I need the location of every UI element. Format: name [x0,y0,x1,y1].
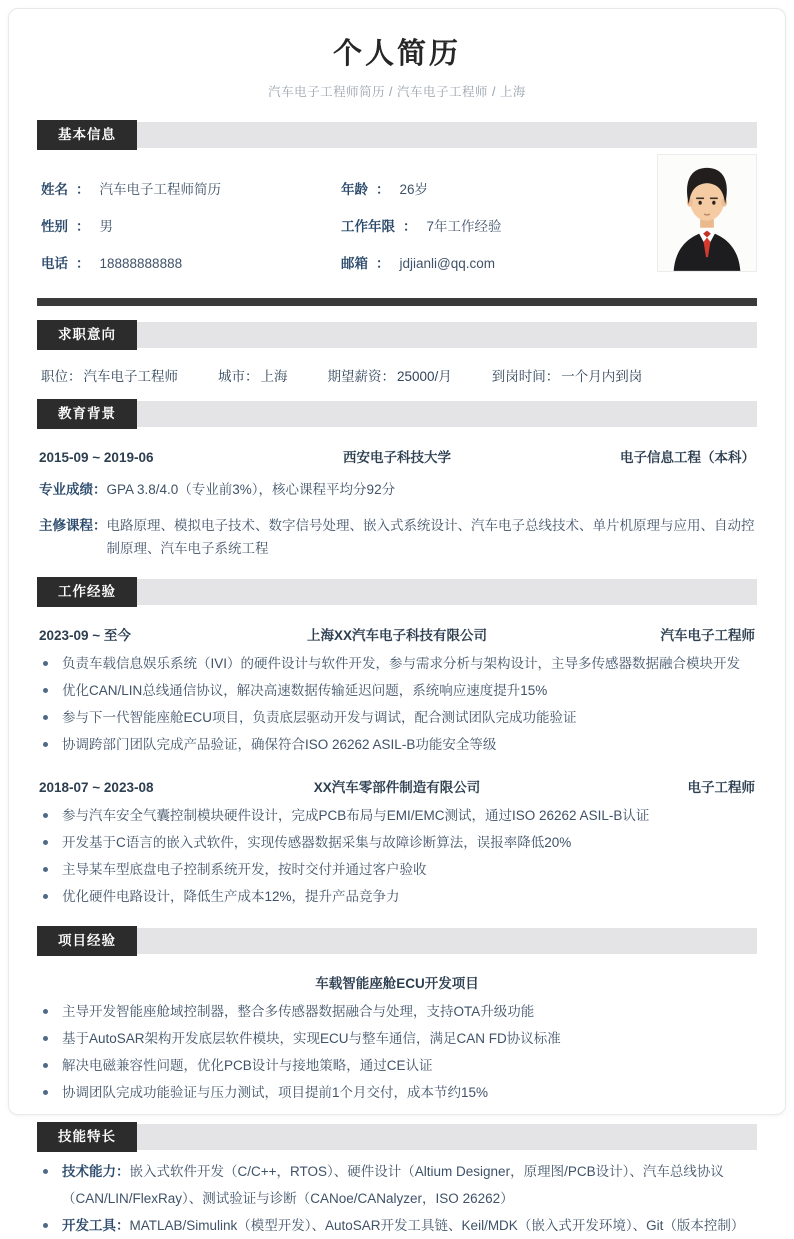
list-item: 参与下一代智能座舱ECU项目，负责底层驱动开发与调试，配合测试团队完成功能验证 [43,704,757,731]
field-name: 姓名 ： 汽车电子工程师简历 [41,182,221,197]
page-subtitle: 汽车电子工程师简历 / 汽车电子工程师 / 上海 [268,85,526,99]
section-heading-basic-info [37,120,757,150]
basic-info-body [37,150,757,284]
education-period: 2015-09 ~ 2019-06 [39,450,154,465]
skill-text: MATLAB/Simulink（模型开发）、AutoSAR开发工具链、Keil/MDK（嵌入式开发环境）、Git（版本控制） [129,1217,745,1233]
intent-salary: 期望薪资： 25000/月 [327,369,452,384]
education-degree: 电子信息工程（本科） [620,450,755,465]
job-period: 2023-09 ~ 至今 [39,627,131,643]
bullet-icon [43,1063,48,1068]
skills-list [43,1158,757,1239]
job-bullet-list [43,802,757,910]
bullet-icon [43,813,48,818]
job-header-row [37,624,757,644]
job-intent-row [41,365,757,385]
profile-photo [657,154,757,272]
skill-label: 开发工具： [62,1217,130,1233]
field-age: 年龄 ： 26岁 [341,182,429,197]
project-bullet-list [43,998,757,1106]
section-label: 技能特长 [37,1122,137,1152]
field-phone: 电话 ： 18888888888 [41,256,183,271]
section-bar [137,1124,757,1150]
list-item: 基于AutoSAR架构开发底层软件模块，实现ECU与整车通信，满足CAN FD协议标准 [43,1025,757,1052]
bullet-icon [43,688,48,693]
bullet-icon [43,1223,48,1228]
section-label: 项目经验 [37,926,137,956]
list-item: 协调团队完成功能验证与压力测试，项目提前1个月交付，成本节约15% [43,1079,757,1106]
intent-position: 职位： 汽车电子工程师 [41,369,178,384]
job-role: 汽车电子工程师 [660,627,755,643]
education-gpa-line: 专业成绩： GPA 3.8/4.0（专业前3%），核心课程平均分92分 [39,482,396,497]
section-bar [137,579,757,605]
list-item [43,1158,757,1212]
job-bullet-list [43,650,757,758]
list-item: 主导某车型底盘电子控制系统开发，按时交付并通过客户验收 [43,856,757,883]
bullet-icon [43,1009,48,1014]
basic-fields [41,178,617,270]
list-item: 参与汽车安全气囊控制模块硬件设计，完成PCB布局与EMI/EMC测试，通过ISO 26262 ASIL-B认证 [43,802,757,829]
job-entry [37,624,757,758]
job-entry [37,776,757,910]
section-bar [137,928,757,954]
section-heading-project-experience [37,926,757,956]
bullet-icon [43,1169,48,1174]
list-item: 开发基于C语言的嵌入式软件，实现传感器数据采集与故障诊断算法，误报率降低20% [43,829,757,856]
section-heading-skills [37,1122,757,1152]
section-label: 工作经验 [37,577,137,607]
intent-availability: 到岗时间： 一个月内到岗 [491,369,643,384]
job-role: 电子工程师 [687,779,755,795]
education-school: 西安电子科技大学 [343,450,451,465]
list-item: 负责车载信息娱乐系统（IVI）的硬件设计与软件开发，参与需求分析与架构设计，主导多传感器数据融合模块开发 [43,650,757,677]
skill-text: 嵌入式软件开发（C/C++，RTOS）、硬件设计（Altium Designer，原理图/PCB设计）、汽车总线协议（CAN/LIN/FlexRay）、测试验证与诊断（CANoe/CANalyzer，ISO 26262） [62,1163,724,1206]
section-bar [137,401,757,427]
field-work-years: 工作年限 ： 7年工作经验 [341,219,502,234]
page-title: 个人简历 [332,38,461,70]
section-label: 教育背景 [37,399,137,429]
intent-city: 城市： 上海 [218,369,288,384]
bullet-icon [43,715,48,720]
list-item: 优化硬件电路设计，降低生产成本12%，提升产品竞争力 [43,883,757,910]
list-item: 优化CAN/LIN总线通信协议，解决高速数据传输延迟问题，系统响应速度提升15% [43,677,757,704]
avatar-illustration [658,155,756,271]
resume-page [8,8,786,1233]
section-label: 求职意向 [37,320,137,350]
section-divider-bar [37,298,757,306]
skill-label: 技术能力： [62,1163,130,1179]
project-title: 车载智能座舱ECU开发项目 [315,975,479,991]
section-heading-education [37,399,757,429]
job-company: 上海XX汽车电子科技有限公司 [306,627,487,643]
bullet-icon [43,867,48,872]
field-gender: 性别 ： 男 [41,219,113,234]
job-company: XX汽车零部件制造有限公司 [313,779,481,795]
bullet-icon [43,742,48,747]
bullet-icon [43,840,48,845]
list-item: 协调跨部门团队完成产品验证，确保符合ISO 26262 ASIL-B功能安全等级 [43,731,757,758]
section-heading-work-experience [37,577,757,607]
list-item: 解决电磁兼容性问题，优化PCB设计与接地策略，通过CE认证 [43,1052,757,1079]
bullet-icon [43,661,48,666]
section-label: 基本信息 [37,120,137,150]
job-period: 2018-07 ~ 2023-08 [39,779,154,795]
list-item: 主导开发智能座舱域控制器，整合多传感器数据融合与处理，支持OTA升级功能 [43,998,757,1025]
section-bar [137,122,757,148]
field-email: 邮箱 ： jdjianli@qq.com [341,256,495,271]
bullet-icon [43,1036,48,1041]
bullet-icon [43,894,48,899]
job-header-row [37,776,757,796]
bullet-icon [43,1090,48,1095]
education-courses-line: 主修课程： 电路原理、模拟电子技术、数字信号处理、嵌入式系统设计、汽车电子总线技术、单片机原理与应用、自动控制原理、汽车电子系统工程 [39,517,755,557]
section-heading-job-intent [37,320,757,350]
list-item [43,1212,757,1239]
education-header-row [37,446,757,466]
section-bar [137,322,757,348]
